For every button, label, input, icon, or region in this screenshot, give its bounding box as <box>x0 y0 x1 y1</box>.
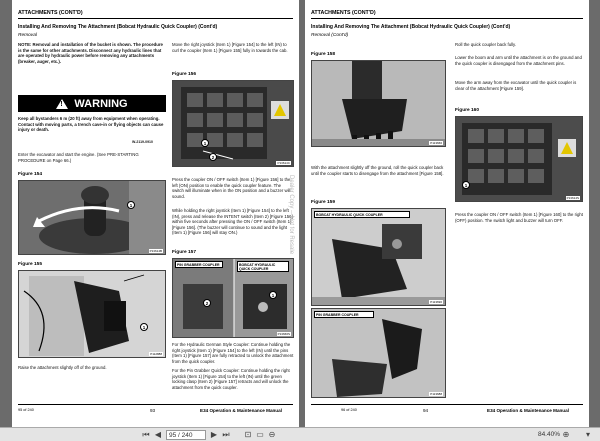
watermark: Dealer Copy -- Not for Resale <box>288 175 294 255</box>
section-title: Installing And Removing The Attachment (Bobcat Hydraulic Quick Coupler) (Cont'd) <box>311 24 511 30</box>
footer-title: E34 Operation & Maintenance Manual <box>487 408 569 413</box>
footer-page-number: 93 <box>150 408 156 413</box>
pin-grabber-text: For the Pin Grabber Quick Coupler: Continue holding the right joystick (Item 1) [Figure 154] to the left (IN) until the green locking clasp (Item 2) [Figure 157] retracts and will unlock the attachment from the quick coupler. <box>172 368 290 390</box>
figure-157-image <box>172 258 294 338</box>
header-rule <box>18 18 293 19</box>
figure-159b-image <box>311 308 446 398</box>
callout-1: 1 <box>462 181 470 189</box>
callout-1: 1 <box>269 291 277 299</box>
figure-155-id: P112888 <box>150 352 162 356</box>
figure-156-image <box>172 80 294 167</box>
move-arm-text: Move the arm away from the excavator until the quick coupler is clear of the attachment [Figure 159]. <box>455 80 577 91</box>
german-coupler-text: For the Hydraulic German Style Coupler: Continue holding the right joystick (Item 1) [Figure 154] to the left (IN) until the pins (Item 1) [Figure 157] are fully retracted to unlock the attachment from the quick coupler. <box>172 342 294 364</box>
callout-1: 1 <box>127 201 135 209</box>
first-page-button[interactable]: ⏮ <box>142 429 150 439</box>
footer-rule <box>18 404 293 405</box>
subtitle: Removal <box>18 33 37 38</box>
raise-text: Raise the attachment slightly off of the ground. <box>18 365 107 370</box>
figure-157-title: Figure 157 <box>172 250 196 255</box>
pin-grabber-label: PIN GRABBER COUPLER <box>175 261 223 268</box>
figure-160-title: Figure 160 <box>455 108 479 113</box>
callout-1: 1 <box>140 323 148 331</box>
page-number-input[interactable]: 95 / 240 <box>166 430 206 440</box>
subtitle: Removal (Cont'd) <box>311 33 349 38</box>
figure-157-id: P13666S <box>277 332 290 336</box>
warning-code: W-2119-0910 <box>132 140 153 144</box>
figure-154-title: Figure 154 <box>18 172 42 177</box>
callout-2: 2 <box>209 153 217 161</box>
dropdown-icon[interactable]: ▾ <box>585 430 590 439</box>
lower-boom-text: Lower the boom and arm until the attachment is on the ground and the quick coupler is disengaged from the attachment pins. <box>455 55 582 66</box>
figure-158-title: Figure 158 <box>311 52 335 57</box>
figure-155-title: Figure 155 <box>18 262 42 267</box>
figure-159a-id: P113690 <box>430 300 442 304</box>
section-title: Installing And Removing The Attachment (Bobcat Hydraulic Quick Coupler) (Cont'd) <box>18 24 218 30</box>
switch-off-text: Press the coupler ON / OFF switch (Item 1) [Figure 160] to the right (OFF) position. The switch light and buzzer will turn OFF. <box>455 212 583 223</box>
callout-2: 2 <box>203 299 211 307</box>
figure-154-id: P13614B <box>149 249 162 253</box>
joystick-instruction: Move the right joystick (Item 1) [Figure 154] to the left (IN) to curl the coupler (Item 1) [Figure 155] fully in towards the cab. <box>172 42 288 53</box>
switch-panel-photo <box>173 81 294 167</box>
next-page-button[interactable]: ▶ <box>210 430 218 439</box>
fit-width-icon[interactable]: ▭ <box>256 430 264 439</box>
fit-page-icon[interactable]: ⊡ <box>244 430 252 439</box>
figure-155-image <box>18 270 166 358</box>
footer-title: E34 Operation & Maintenance Manual <box>200 408 282 413</box>
pin-grabber-photo <box>312 309 446 398</box>
footer-page-count: 96 of 240 <box>341 408 357 412</box>
warning-triangle-icon: ! <box>56 99 68 109</box>
figure-158-image <box>311 60 446 147</box>
figure-159b-id: P113688 <box>430 392 442 396</box>
page-header: ATTACHMENTS (CONT'D) <box>18 10 83 16</box>
viewer-toolbar <box>0 427 600 441</box>
figure-160-id: P13614S <box>566 196 579 200</box>
right-page <box>305 0 589 427</box>
hydraulic-coupler-label: BOBCAT HYDRAULIC QUICK COUPLER <box>314 211 410 218</box>
note-text: NOTE: Removal and installation of the bucket is shown. The procedure is the same for other attachments. Disconnect any hydraulic lines that are operated by hydraulic power before removing any attachments (breaker, auger, etc.). <box>18 42 163 64</box>
left-page <box>12 0 299 427</box>
hydraulic-coupler-label: BOBCAT HYDRAULIC QUICK COUPLER <box>237 261 289 272</box>
zoom-in-icon[interactable]: ⊕ <box>562 430 570 439</box>
page-header: ATTACHMENTS (CONT'D) <box>311 10 376 16</box>
figure-160-image <box>455 116 583 202</box>
switch-panel-photo <box>456 117 583 202</box>
figure-156-title: Figure 156 <box>172 72 196 77</box>
warning-label: WARNING <box>74 97 128 110</box>
bucket-photo <box>312 61 446 147</box>
pin-grabber-label: PIN GRABBER COUPLER <box>314 311 374 318</box>
warning-box <box>18 95 166 112</box>
figure-159a-image <box>311 208 446 306</box>
hydraulic-coupler-photo <box>312 209 446 306</box>
coupler-photo <box>19 271 166 358</box>
on-off-switch-text: Press the coupler ON / OFF switch (Item 1) [Figure 156] to the left (ON) position to enable the quick coupler feature. The switch will illuminate when in the ON position and a buzzer will sound. <box>172 177 291 199</box>
zoom-out-icon[interactable]: ⊖ <box>268 430 276 439</box>
last-page-button[interactable]: ⏭ <box>222 429 230 439</box>
footer-rule <box>311 404 583 405</box>
zoom-level[interactable]: 84.40% <box>537 431 560 438</box>
figure-158-id: P113666 <box>430 141 442 145</box>
warning-text: Keep all bystanders 6 m (20 ft) away from equipment when operating. Contact with moving parts, a trench cave-in or flying objects can cause injury or death. <box>18 116 164 133</box>
joystick-photo <box>19 181 166 255</box>
roll-back-fully-text: Roll the quick coupler back fully. <box>455 42 517 47</box>
footer-page-count: 95 of 240 <box>18 408 34 412</box>
figure-159-title: Figure 159 <box>311 200 335 205</box>
start-engine-text: Enter the excavator and start the engine. (See PRE-STARTING PROCEDURE on Page 66.) <box>18 152 139 163</box>
footer-page-number: 94 <box>423 408 429 413</box>
header-rule <box>311 18 583 19</box>
roll-back-text: With the attachment slightly off the ground, roll the quick coupler back until the coupler starts to disengage from the attachment [Figure 158]. <box>311 165 444 176</box>
figure-154-image <box>18 180 166 255</box>
figure-156-id: P13614C <box>277 161 290 165</box>
callout-1: 1 <box>201 139 209 147</box>
previous-page-button[interactable]: ◀ <box>154 430 162 439</box>
intent-switch-text: While holding the right joystick (Item 1) [Figure 154] to the left (IN), press and release the INTENT switch (Item 2) [Figure 156] within five seconds after pressing the ON / OFF switch (Item 1) [Figure 156]. (The buzzer will continue to sound and the light (Item 1) [Figure 156] will stay ON.) <box>172 208 293 236</box>
